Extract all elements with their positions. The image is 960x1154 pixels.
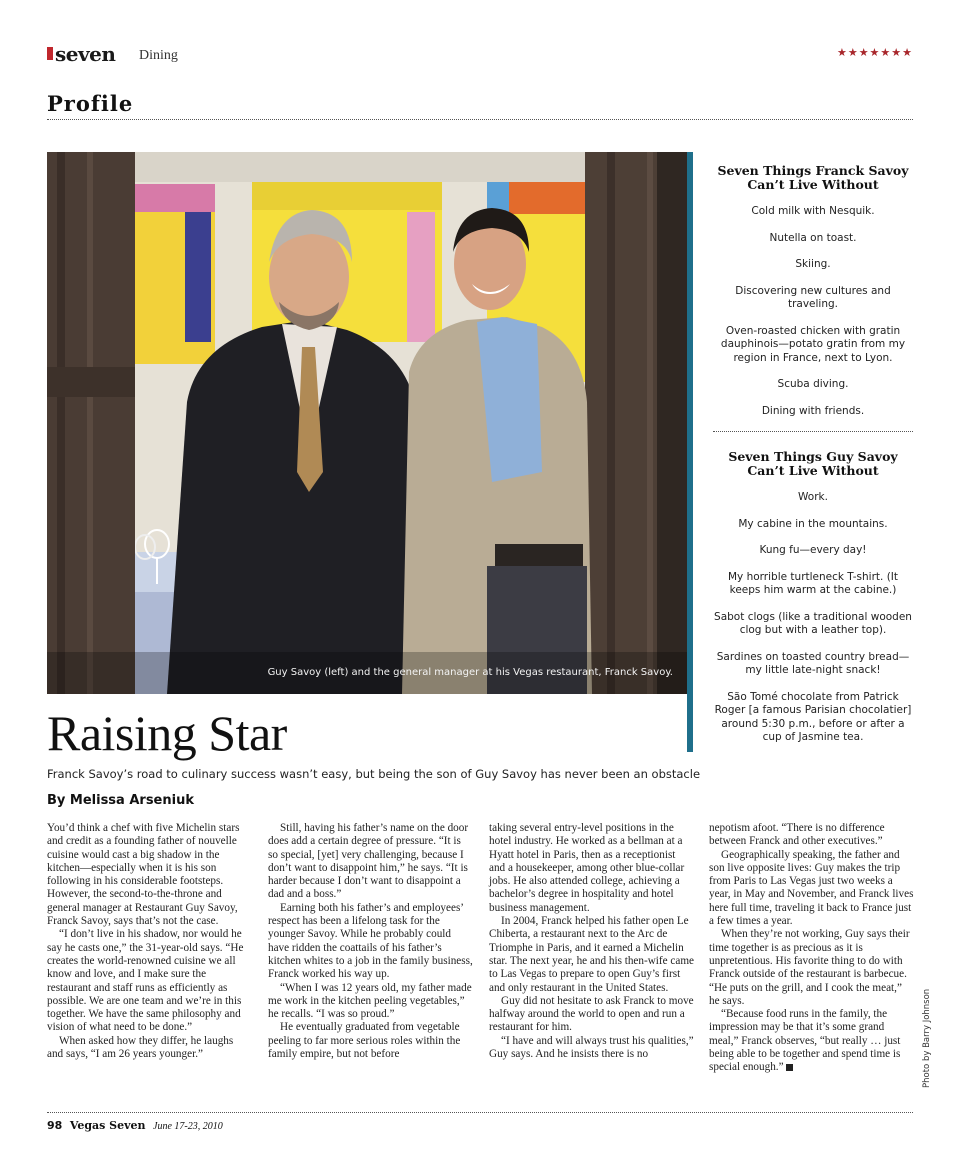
page-footer — [47, 1119, 223, 1132]
guy-item: My cabine in the mountains. — [738, 517, 888, 530]
paragraph: In 2004, Franck helped his father open Le Chiberta, a restaurant next to the Arc de Triomphe in Paris, and it earned a Michelin star. The next year, he and his then-wife came to Las Vegas to prepare to open Guy’s first and only restaurant in the United States. — [489, 915, 694, 994]
paragraph: taking several entry-level positions in the hotel industry. He worked as a bellman at a Hyatt hotel in Paris, then as a receptionist and a housekeeper, among other blue-collar jobs. He also attended college, achieving a bachelor’s degree in hospitality and hotel business management. — [489, 822, 685, 914]
guy-item: São Tomé chocolate from Patrick Roger [a famous Parisian chocolatier] around 5:30 p.m., before or after a cup of Jasmine tea. — [714, 690, 912, 743]
guy-item: Work. — [798, 491, 828, 503]
end-mark-icon — [786, 1064, 793, 1071]
section-name: Dining — [139, 48, 178, 63]
logo-red-mark — [47, 47, 53, 60]
franck-item: Nutella on toast. — [769, 231, 857, 244]
magazine-logo: seven — [55, 42, 116, 66]
page-number: 98 — [47, 1119, 63, 1132]
franck-item: Skiing. — [795, 258, 831, 270]
page-title: Profile — [47, 91, 134, 116]
star-rating: ★★★★★★★ — [836, 46, 913, 59]
magazine-name: Vegas Seven — [69, 1119, 146, 1132]
guy-item: Sardines on toasted country bread—my little late-night snack! — [716, 650, 910, 676]
photo-accent-bar — [687, 152, 693, 752]
article-byline: By Melissa Arseniuk — [47, 793, 194, 808]
issue-date: June 17-23, 2010 — [153, 1121, 223, 1132]
sidebar-lists — [713, 164, 913, 758]
feature-photo — [47, 152, 687, 694]
paragraph — [709, 1008, 914, 1074]
franck-list-heading: Seven Things Franck Savoy Can’t Live Without — [717, 163, 909, 192]
photo-credit: Photo by Barry Johnson — [922, 988, 932, 1088]
paragraph: Still, having his father’s name on the door does add a certain degree of pressure. “It is so special, [yet] very challenging, because I don’t want to disappoint him,” he says. “It is harder because I don’t want to disappoint a dad and a boss.” — [268, 822, 469, 901]
paragraph: “When I was 12 years old, my father made me work in the kitchen peeling vegetables,” he recalls. “I was so proud.” — [268, 981, 472, 1021]
franck-item: Scuba diving. — [777, 378, 849, 390]
franck-item: Discovering new cultures and traveling. — [735, 284, 891, 310]
guy-item: Kung fu—every day! — [759, 544, 867, 556]
sidebar-divider — [713, 431, 913, 432]
photo-illustration — [47, 152, 687, 694]
paragraph: “I have and will always trust his qualities,” Guy says. And he insists there is no — [489, 1034, 694, 1061]
paragraph: Earning both his father’s and employees’ respect has been a lifelong task for the younger Savoy. While he probably could have ridden the coattails of his father’s kitchen whites to a job in the family business, Franck worked his way up. — [268, 901, 473, 981]
article-headline: Raising Star — [47, 705, 287, 761]
article-dek: Franck Savoy’s road to culinary success wasn’t easy, but being the son of Guy Savoy has never been an obstacle — [47, 767, 701, 781]
paragraph: When they’re not working, Guy says their time together is as precious as it is unpretentious. His favorite thing to do with Franck outside of the restaurant is barbecue. “He puts on the grill, and I cook the meat,” he says. — [709, 928, 910, 1007]
footer-divider — [47, 1112, 913, 1113]
article-column-1 — [47, 822, 252, 1061]
paragraph: Geographically speaking, the father and son live opposite lives: Guy makes the trip from Paris to Las Vegas just two weeks a year, in May and November, and Franck lives here full time, traveling it back to France just a few times a year. — [709, 848, 914, 928]
paragraph: Guy did not hesitate to ask Franck to move halfway around the world to open and run a restaurant for him. — [489, 994, 694, 1034]
franck-item: Dining with friends. — [761, 404, 865, 417]
guy-list-heading: Seven Things Guy Savoy Can’t Live Without — [728, 449, 898, 478]
page-header — [47, 44, 913, 66]
article-column-3 — [489, 822, 694, 1061]
guy-item: My horrible turtleneck T-shirt. (It keeps him warm at the cabine.) — [727, 570, 899, 596]
paragraph: When asked how they differ, he laughs and says, “I am 26 years younger.” — [47, 1034, 234, 1061]
franck-item: Cold milk with Nesquik. — [751, 205, 875, 217]
guy-item: Sabot clogs (like a traditional wooden clog but with a leather top). — [714, 610, 912, 636]
paragraph-text: “Because food runs in the family, the impression may be that it’s some grand meal,” Franck observes, “but really … just being able to be together and spend time is special enough.” — [709, 1008, 901, 1074]
paragraph: “I don’t live in his shadow, nor would he say he casts one,” the 31-year-old says. “He creates the world-renowned cuisine we all know and love, and I make sure the restaurant and staff runs as efficiently as possible. We are one team and we’re in this together. We have the same philosophy and vision of what need to be done.” — [47, 928, 244, 1034]
paragraph: nepotism afoot. “There is no difference between Franck and other executives.” — [709, 822, 885, 848]
photo-caption: Guy Savoy (left) and the general manager at his Vegas restaurant, Franck Savoy. — [267, 667, 673, 678]
paragraph: He eventually graduated from vegetable peeling to far more serious roles within the family empire, but not before — [268, 1021, 461, 1061]
paragraph: You’d think a chef with five Michelin stars and credit as a founding father of nouvelle cuisine would cast a big shadow in the kitchen—especially when it is his son following in his considerable footsteps. However, the second-to-the-throne and general manager at Restaurant Guy Savoy, Franck Savoy, says that’s not the case. — [47, 822, 240, 928]
header-divider — [47, 119, 913, 120]
franck-item: Oven-roasted chicken with gratin dauphinois—potato gratin from my region in France, next to Lyon. — [720, 324, 906, 364]
article-column-2 — [268, 822, 473, 1061]
article-column-4 — [709, 822, 914, 1075]
